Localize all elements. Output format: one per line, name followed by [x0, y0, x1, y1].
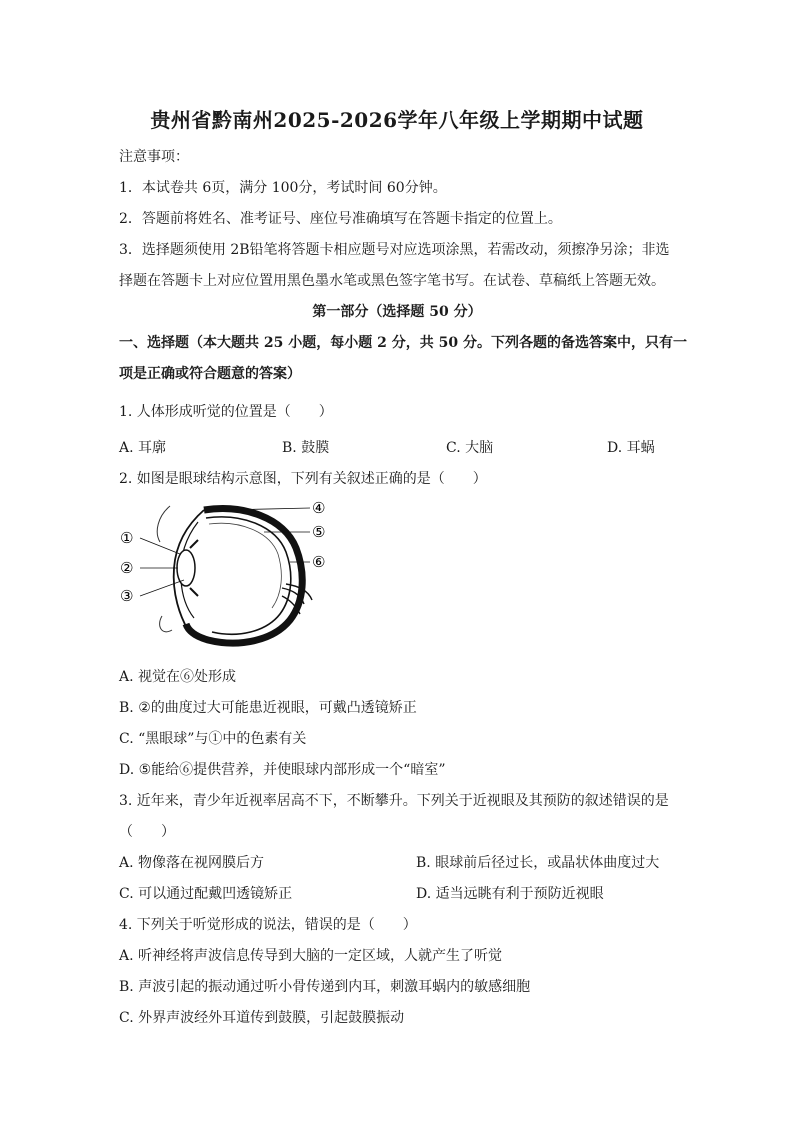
label-6: ⑥ — [312, 553, 326, 571]
question-2-option-d: D. ⑤能给⑥提供营养，并使眼球内部形成一个“暗室” — [119, 762, 446, 778]
question-2-option-a: A. 视觉在⑥处形成 — [119, 669, 237, 685]
question-4-stem: 4. 下列关于听觉形成的说法，错误的是（ ） — [119, 917, 417, 933]
pointer-3 — [140, 580, 184, 596]
section-heading-line-2: 项是正确或符合题意的答案） — [119, 366, 301, 382]
question-3-option-b: B. 眼球前后径过长，或晶状体曲度过大 — [416, 855, 660, 871]
label-3: ③ — [120, 587, 134, 605]
label-4: ④ — [312, 499, 326, 517]
question-2-option-c: C. “黑眼球”与①中的色素有关 — [119, 731, 307, 747]
notice-heading: 注意事项： — [119, 149, 189, 165]
lower-eyelid — [160, 616, 172, 632]
eyeball-diagram — [114, 496, 344, 652]
upper-eyelid — [157, 506, 170, 542]
question-4-option-a: A. 听神经将声波信息传导到大脑的一定区域，人就产生了听觉 — [119, 948, 503, 964]
notice-item-2: 2．答题前将姓名、准考证号、座位号准确填写在答题卡指定的位置上。 — [119, 211, 562, 227]
notice-item-1: 1．本试卷共 6页，满分 100分，考试时间 60分钟。 — [119, 180, 447, 196]
question-4-option-b: B. 声波引起的振动通过听小骨传递到内耳，刺激耳蜗内的敏感细胞 — [119, 979, 531, 995]
section-heading-line-1: 一、选择题（本大题共 25 小题，每小题 2 分，共 50 分。下列各题的备选答案中，只有一 — [119, 335, 687, 351]
question-1-option-b: B. 鼓膜 — [282, 440, 330, 456]
label-5: ⑤ — [312, 523, 326, 541]
question-3-option-d: D. 适当远眺有利于预防近视眼 — [416, 886, 604, 902]
notice-item-3-cont: 择题在答题卡上对应位置用黑色墨水笔或黑色签字笔书写。在试卷、草稿纸上答题无效。 — [119, 273, 665, 289]
question-2-option-b: B. ②的曲度过大可能患近视眼，可戴凸透镜矫正 — [119, 700, 417, 716]
pointer-1 — [140, 538, 180, 554]
question-1-option-c: C. 大脑 — [446, 440, 494, 456]
lens-shape — [177, 550, 195, 586]
label-1: ① — [120, 529, 134, 547]
question-1-option-d: D. 耳蜗 — [607, 440, 655, 456]
question-3-option-c: C. 可以通过配戴凹透镜矫正 — [119, 886, 293, 902]
question-4-option-c: C. 外界声波经外耳道传到鼓膜，引起鼓膜振动 — [119, 1010, 405, 1026]
question-1-option-a: A. 耳廓 — [119, 440, 167, 456]
notice-item-3: 3．选择题须使用 2B铅笔将答题卡相应题号对应选项涂黑，若需改动，须擦净另涂；非选 — [119, 242, 670, 258]
label-2: ② — [120, 559, 134, 577]
exam-title: 贵州省黔南州2025-2026学年八年级上学期期中试题 — [150, 108, 644, 132]
eye-inner-layer — [206, 517, 291, 634]
retina-line — [209, 523, 281, 608]
question-3-option-a: A. 物像落在视网膜后方 — [119, 855, 265, 871]
question-1-stem: 1. 人体形成听觉的位置是（ ） — [119, 404, 333, 420]
question-2-stem: 2. 如图是眼球结构示意图，下列有关叙述正确的是（ ） — [119, 471, 487, 487]
question-3-stem-line-2: （ ） — [119, 824, 175, 840]
part-title: 第一部分（选择题 50 分） — [312, 304, 482, 320]
question-3-stem-line-1: 3. 近年来，青少年近视率居高不下，不断攀升。下列关于近视眼及其预防的叙述错误的是 — [119, 793, 669, 809]
eye-outer-wall — [186, 509, 302, 643]
